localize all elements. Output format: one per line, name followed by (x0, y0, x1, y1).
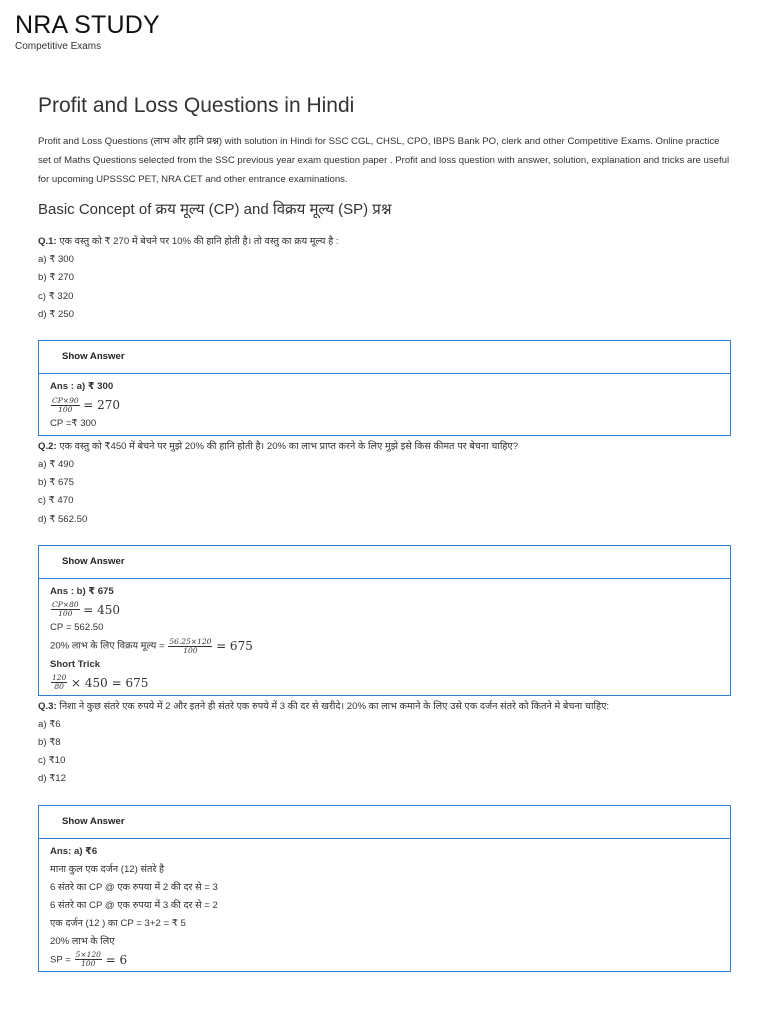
option-item: c) ₹ 320 (38, 290, 74, 302)
question-body: निशा ने कुछ संतरे एक रुपये में 2 और इतने ही संतरे एक रुपये में 3 की दर से खरीदे। 20% का लाभ कमाने के लिए उसे एक दर्जन संतरे को कितने मे बेचना चाहिए: (56, 700, 610, 712)
equation-result: × 450 = 675 (71, 675, 149, 690)
option-item: c) ₹ 470 (38, 495, 74, 507)
equation-line (50, 674, 719, 693)
question-number: Q.3: (38, 700, 57, 712)
question-block-3 (38, 698, 731, 973)
show-answer-button[interactable]: Show Answer (39, 341, 730, 374)
option-item: d) ₹12 (38, 773, 66, 785)
option-item: b) ₹ 270 (38, 272, 74, 284)
answer-box (38, 545, 731, 696)
solution-line: 20% लाभ के लिए विक्रय मूल्य = $\frac{56.25\times 120}{100}$ = 675 (50, 636, 253, 655)
solution-line: 6 संतरे का CP @ एक रुपया में 3 की दर से = 2 (50, 899, 218, 911)
question-body: एक वस्तु को ₹ 270 में बेचने पर 10% की हानि होती है। तो वस्तु का क्रय मूल्य है : (56, 236, 339, 247)
site-header (15, 10, 160, 52)
solution-line: एक दर्जन (12 ) का CP = 3+2 = ₹ 5 (50, 917, 186, 929)
question-text (38, 698, 731, 716)
site-tagline: Competitive Exams (15, 41, 102, 52)
solution-line: माना कुल एक दर्जन (12) संतरे है (50, 863, 165, 875)
options-list (38, 251, 731, 324)
answer-line: Ans : a) ₹ 300 (50, 381, 114, 393)
fraction: $\frac{CP\times 90}{100}$ (52, 395, 79, 414)
option-item: b) ₹ 675 (38, 477, 74, 489)
section-title: Basic Concept of क्रय मूल्य (CP) and विक्रय मूल्य (SP) प्रश्न (38, 201, 392, 218)
option-item: a) ₹ 490 (38, 458, 74, 470)
equation-result: = 270 (83, 398, 121, 413)
site-title[interactable]: NRA STUDY (15, 11, 160, 39)
equation-result: = 675 (216, 639, 253, 654)
fraction: $\frac{5\times 120}{100}$ (75, 950, 101, 969)
question-number: Q.1: (38, 236, 57, 247)
answer-line: Ans: a) ₹6 (50, 845, 98, 857)
fraction: $\frac{CP\times 80}{100}$ (52, 600, 79, 619)
solution-line: 20% लाभ के लिए (50, 935, 115, 947)
show-answer-button[interactable]: Show Answer (39, 806, 730, 839)
show-answer-button[interactable]: Show Answer (39, 546, 730, 579)
options-list (38, 716, 731, 789)
answer-content (39, 579, 730, 695)
question-text (38, 233, 731, 251)
option-item: b) ₹8 (38, 736, 61, 748)
question-block-2 (38, 438, 731, 696)
equation-result: = 450 (83, 602, 121, 617)
equation-line (50, 396, 719, 415)
answer-content (39, 839, 730, 972)
equation-line: SP = $\frac{5\times 120}{100}$ = 6 (50, 950, 128, 969)
answer-box (38, 340, 731, 436)
option-item: a) ₹ 300 (38, 254, 74, 265)
options-list (38, 456, 731, 529)
question-number: Q.2: (38, 440, 57, 452)
fraction: $\frac{120}{80}$ (52, 673, 67, 692)
article-content (38, 92, 731, 972)
option-item: a) ₹6 (38, 718, 61, 730)
question-text (38, 438, 731, 456)
option-item: c) ₹10 (38, 755, 66, 767)
question-body: एक वस्तु को ₹450 में बेचने पर मुझे 20% की हानि होती है। 20% का लाभ प्राप्त करने के लिए मुझे इसे किस कीमत पर बेचना चाहिए? (56, 440, 519, 452)
question-block-1 (38, 233, 731, 436)
answer-line: Ans : b) ₹ 675 (50, 585, 114, 597)
solution-line: CP =₹ 300 (50, 417, 97, 429)
page-title: Profit and Loss Questions in Hindi (38, 94, 355, 117)
option-item: d) ₹ 250 (38, 308, 74, 320)
solution-line: 6 संतरे का CP @ एक रुपया में 2 की दर से = 3 (50, 881, 218, 893)
answer-box (38, 805, 731, 973)
short-trick-label: Short Trick (50, 658, 101, 670)
equation-line (50, 601, 719, 620)
fraction: $\frac{56.25\times 120}{100}$ (169, 636, 212, 655)
answer-content (39, 374, 730, 435)
solution-line: CP = 562.50 (50, 622, 104, 634)
option-item: d) ₹ 562.50 (38, 513, 88, 525)
intro-paragraph: Profit and Loss Questions (लाभ और हानि प्रश्न) with solution in Hindi for SSC CGL, CHSL, CPO, IBPS Bank PO, clerk and other Competitive Exams. Online practice set of Maths Questions selected from the SSC previous year exam question paper . Profit and loss question with answer, solution, explanation and tricks are useful for upcoming UPSSSC PET, NRA CET and other entrance examinations. (38, 136, 730, 185)
equation-result: = 6 (105, 952, 128, 967)
